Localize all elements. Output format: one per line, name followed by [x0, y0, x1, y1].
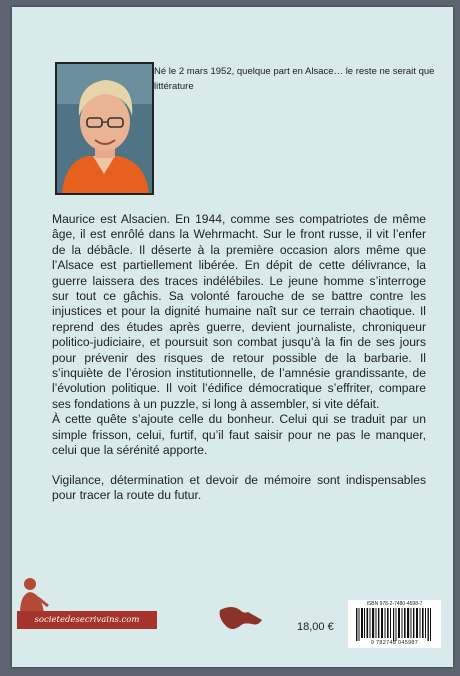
author-bio: Né le 2 mars 1952, quelque part en Alsace… le reste ne serait que littérature: [154, 66, 435, 92]
summary-paragraph: Maurice est Alsacien. En 1944, comme ses compatriotes de même âge, il est enrôlé dans la Wehrmacht. Sur le front russe, il vit l’enfer de la débâcle. Il déserte à la première occasion alors même que l’Alsace est partiellement libérée. En dépit de cette délivrance, la guerre laissera des traces indélébiles. Le jeune homme s’interroge sur tout ce gâchis. Sa volonté farouche de se battre contre les injustices et pour la dignité humaine naît sur ce terrain chaotique. Il reprend des études après guerre, devient journaliste, chroniqueur politico-judiciaire, et poursuit son combat jusqu’à la fin de ses jours pour prévenir des risques de retour possible de la barbarie. Il s’inquiète de l’érosion institutionnelle, de l’amnésie grandissante, de l’évolution politique. Il voit l’édifice démocratique s’effriter, compare ses fondations à un puzzle, si long à assembler, si vite défait.: [52, 212, 426, 411]
price: 18,00 €: [297, 621, 334, 633]
ean-digits: 9 782748 045987: [370, 640, 419, 646]
barcode: [348, 600, 441, 648]
back-cover: [12, 7, 453, 667]
writer-figure-icon: [12, 574, 52, 614]
summary-paragraph: Vigilance, détermination et devoir de mémoire sont indispensables pour tracer la route du futur.: [52, 472, 426, 502]
back-cover-summary: [52, 212, 426, 503]
publisher-url: societedesecrivains.com: [17, 611, 157, 629]
summary-paragraph: À cette quête s’ajoute celle du bonheur. Celui qui se traduit par un simple frisson, celui, furtif, qu’il faut saisir pour ne pas le manquer, celui que la sérénité apporte.: [52, 412, 426, 458]
quill-pen-icon: [218, 602, 264, 632]
author-photo: [55, 62, 154, 195]
isbn-label: ISBN 978-2-7480-4598-7: [366, 601, 423, 607]
